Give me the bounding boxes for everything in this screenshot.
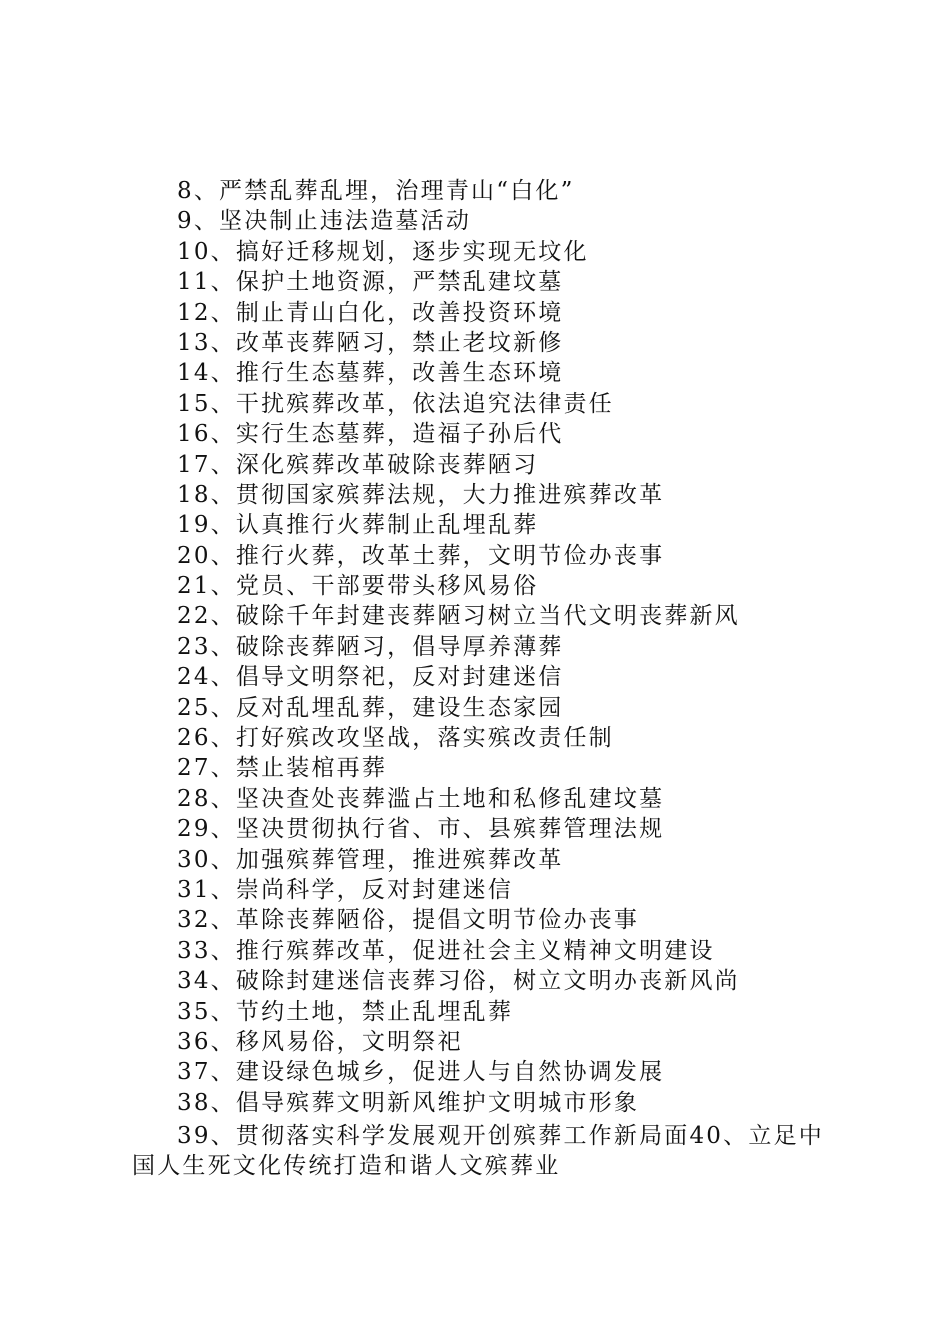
list-item: 27、禁止装棺再葬 [177, 755, 388, 782]
list-item: 25、反对乱埋乱葬，建设生态家园 [177, 694, 564, 721]
list-item: 35、节约土地，禁止乱埋乱葬 [177, 998, 514, 1025]
list-item: 36、移风易俗，文明祭祀 [177, 1028, 463, 1055]
list-item: 11、保护土地资源，严禁乱建坟墓 [177, 269, 564, 296]
list-item: 26、打好殡改攻坚战，落实殡改责任制 [177, 725, 614, 752]
list-item: 16、实行生态墓葬，造福子孙后代 [177, 421, 564, 448]
list-item: 20、推行火葬，改革土葬，文明节俭办丧事 [177, 542, 665, 569]
list-item: 10、搞好迁移规划，逐步实现无坟化 [177, 238, 589, 265]
list-item: 34、破除封建迷信丧葬习俗，树立文明办丧新风尚 [177, 968, 740, 995]
list-item: 14、推行生态墓葬，改善生态环境 [177, 360, 564, 387]
list-item: 22、破除千年封建丧葬陋习树立当代文明丧葬新风 [177, 603, 740, 630]
list-item: 21、党员、干部要带头移风易俗 [177, 573, 539, 600]
list-item: 9、坚决制止违法造墓活动 [177, 208, 472, 235]
list-item: 30、加强殡葬管理，推进殡葬改革 [177, 846, 564, 873]
list-item: 37、建设绿色城乡，促进人与自然协调发展 [177, 1059, 665, 1086]
list-item: 8、严禁乱葬乱埋，治理青山“白化” [177, 178, 575, 204]
list-item: 38、倡导殡葬文明新风维护文明城市形象 [177, 1089, 640, 1116]
list-item: 12、制止青山白化，改善投资环境 [177, 299, 564, 326]
list-item: 31、崇尚科学，反对封建迷信 [177, 876, 514, 903]
slogan-list [177, 176, 877, 1118]
list-item: 23、破除丧葬陋习，倡导厚养薄葬 [177, 633, 564, 660]
list-item: 32、革除丧葬陋俗，提倡文明节俭办丧事 [177, 907, 640, 934]
list-item: 18、贯彻国家殡葬法规，大力推进殡葬改革 [177, 481, 665, 508]
list-item: 15、干扰殡葬改革，依法追究法律责任 [177, 390, 614, 417]
list-item: 19、认真推行火葬制止乱埋乱葬 [177, 512, 539, 539]
list-item: 17、深化殡葬改革破除丧葬陋习 [177, 451, 539, 478]
list-item: 28、坚决查处丧葬滥占土地和私修乱建坟墓 [177, 785, 665, 812]
list-item: 13、改革丧葬陋习，禁止老坟新修 [177, 329, 564, 356]
list-item: 33、推行殡葬改革，促进社会主义精神文明建设 [177, 937, 715, 964]
final-paragraph: 39、贯彻落实科学发展观开创殡葬工作新局面40、立足中国人生死文化传统打造和谐人文殡葬业 [132, 1123, 824, 1180]
list-item: 24、倡导文明祭祀，反对封建迷信 [177, 664, 564, 691]
list-item: 29、坚决贯彻执行省、市、县殡葬管理法规 [177, 816, 665, 843]
